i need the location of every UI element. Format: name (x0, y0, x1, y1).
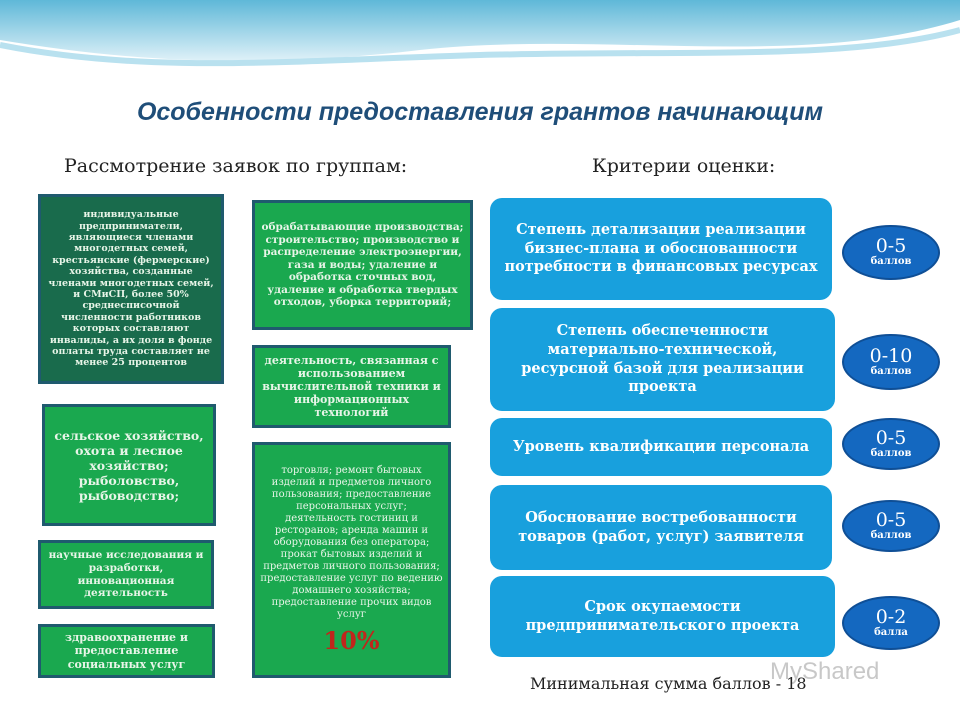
score-badge (842, 334, 940, 390)
criterion-demand (490, 485, 832, 570)
group-text: торговля; ремонт бытовых изделий и предметов личного пользования; предоставление персональных услуг; деятельность гостиниц и ресторанов; аренда машин и оборудования без оператора; прокат бытовых изделий и предметов личного пользования; предоставление услуг по ведению домашнего хозяйства; предоставление прочих видов услуг (260, 464, 443, 620)
score-unit: баллов (870, 365, 912, 377)
score-range: 0-5 (875, 508, 907, 531)
groups-heading: Рассмотрение заявок по группам: (64, 155, 408, 177)
group-box-large-families (38, 194, 224, 384)
criterion-label: Степень детализации реализации бизнес-плана и обоснованности потребности в финансовых ресурсах (504, 220, 818, 276)
criterion-label: Обоснование востребованности товаров (работ, услуг) заявителя (518, 508, 804, 545)
criteria-heading: Критерии оценки: (592, 155, 776, 177)
header-wave-decoration (0, 0, 960, 110)
score-range: 0-10 (869, 344, 913, 367)
group-text: деятельность, связанная с использованием вычислительной техники и информационных технологий (262, 353, 441, 420)
score-badge (842, 596, 940, 650)
score-badge (842, 500, 940, 552)
group-text: обрабатывающие производства; строительство; производство и распределение электроэнергии, газа и воды; удаление и обработка сточных вод, удаление и обработка твердых отходов, уборка территорий; (261, 220, 464, 309)
minimum-score-note: Минимальная сумма баллов - 18 (530, 674, 807, 693)
trade-percent: 10% (323, 625, 380, 655)
criterion-resources (490, 308, 835, 411)
criterion-payback (490, 576, 835, 657)
criterion-label: Уровень квалификации персонала (512, 437, 810, 455)
group-text: научные исследования и разработки, инновационная деятельность (48, 549, 204, 600)
score-unit: баллов (870, 256, 912, 268)
group-box-research (38, 540, 214, 609)
criterion-label: Степень обеспеченности материально-технической, ресурсной базой для реализации проекта (521, 321, 804, 396)
slide-title: Особенности предоставления грантов начинающим (136, 98, 824, 126)
group-text: сельское хозяйство, охота и лесное хозяйство; рыболовство, рыбоводство; (54, 427, 204, 503)
group-box-manufacturing (252, 200, 473, 330)
score-unit: балла (874, 626, 908, 638)
score-unit: баллов (870, 447, 912, 459)
watermark-logo: MyShared (770, 658, 880, 685)
score-range: 0-5 (875, 235, 907, 258)
group-box-agriculture (42, 404, 216, 526)
criterion-staff (490, 418, 832, 476)
group-box-trade (252, 442, 451, 678)
group-text: здравоохранение и предоставление социальных услуг (64, 631, 189, 671)
score-badge (842, 418, 940, 470)
score-unit: баллов (870, 529, 912, 541)
group-box-healthcare (38, 624, 215, 678)
score-badge (842, 225, 940, 280)
group-text: индивидуальные предприниматели, являющиеся членами многодетных семей, крестьянские (фермерские) хозяйства, созданные членами многодетных семей, и СМиСП, более 50% среднесписочной численности работников которых составляют инвалиды, а их доля в фонде оплаты труда составляет не менее 25 процентов (48, 209, 214, 369)
score-range: 0-5 (875, 426, 907, 449)
score-range: 0-2 (875, 605, 907, 628)
group-box-it (252, 345, 451, 428)
criterion-business-plan (490, 198, 832, 300)
criterion-label: Срок окупаемости предпринимательского проекта (525, 597, 800, 634)
